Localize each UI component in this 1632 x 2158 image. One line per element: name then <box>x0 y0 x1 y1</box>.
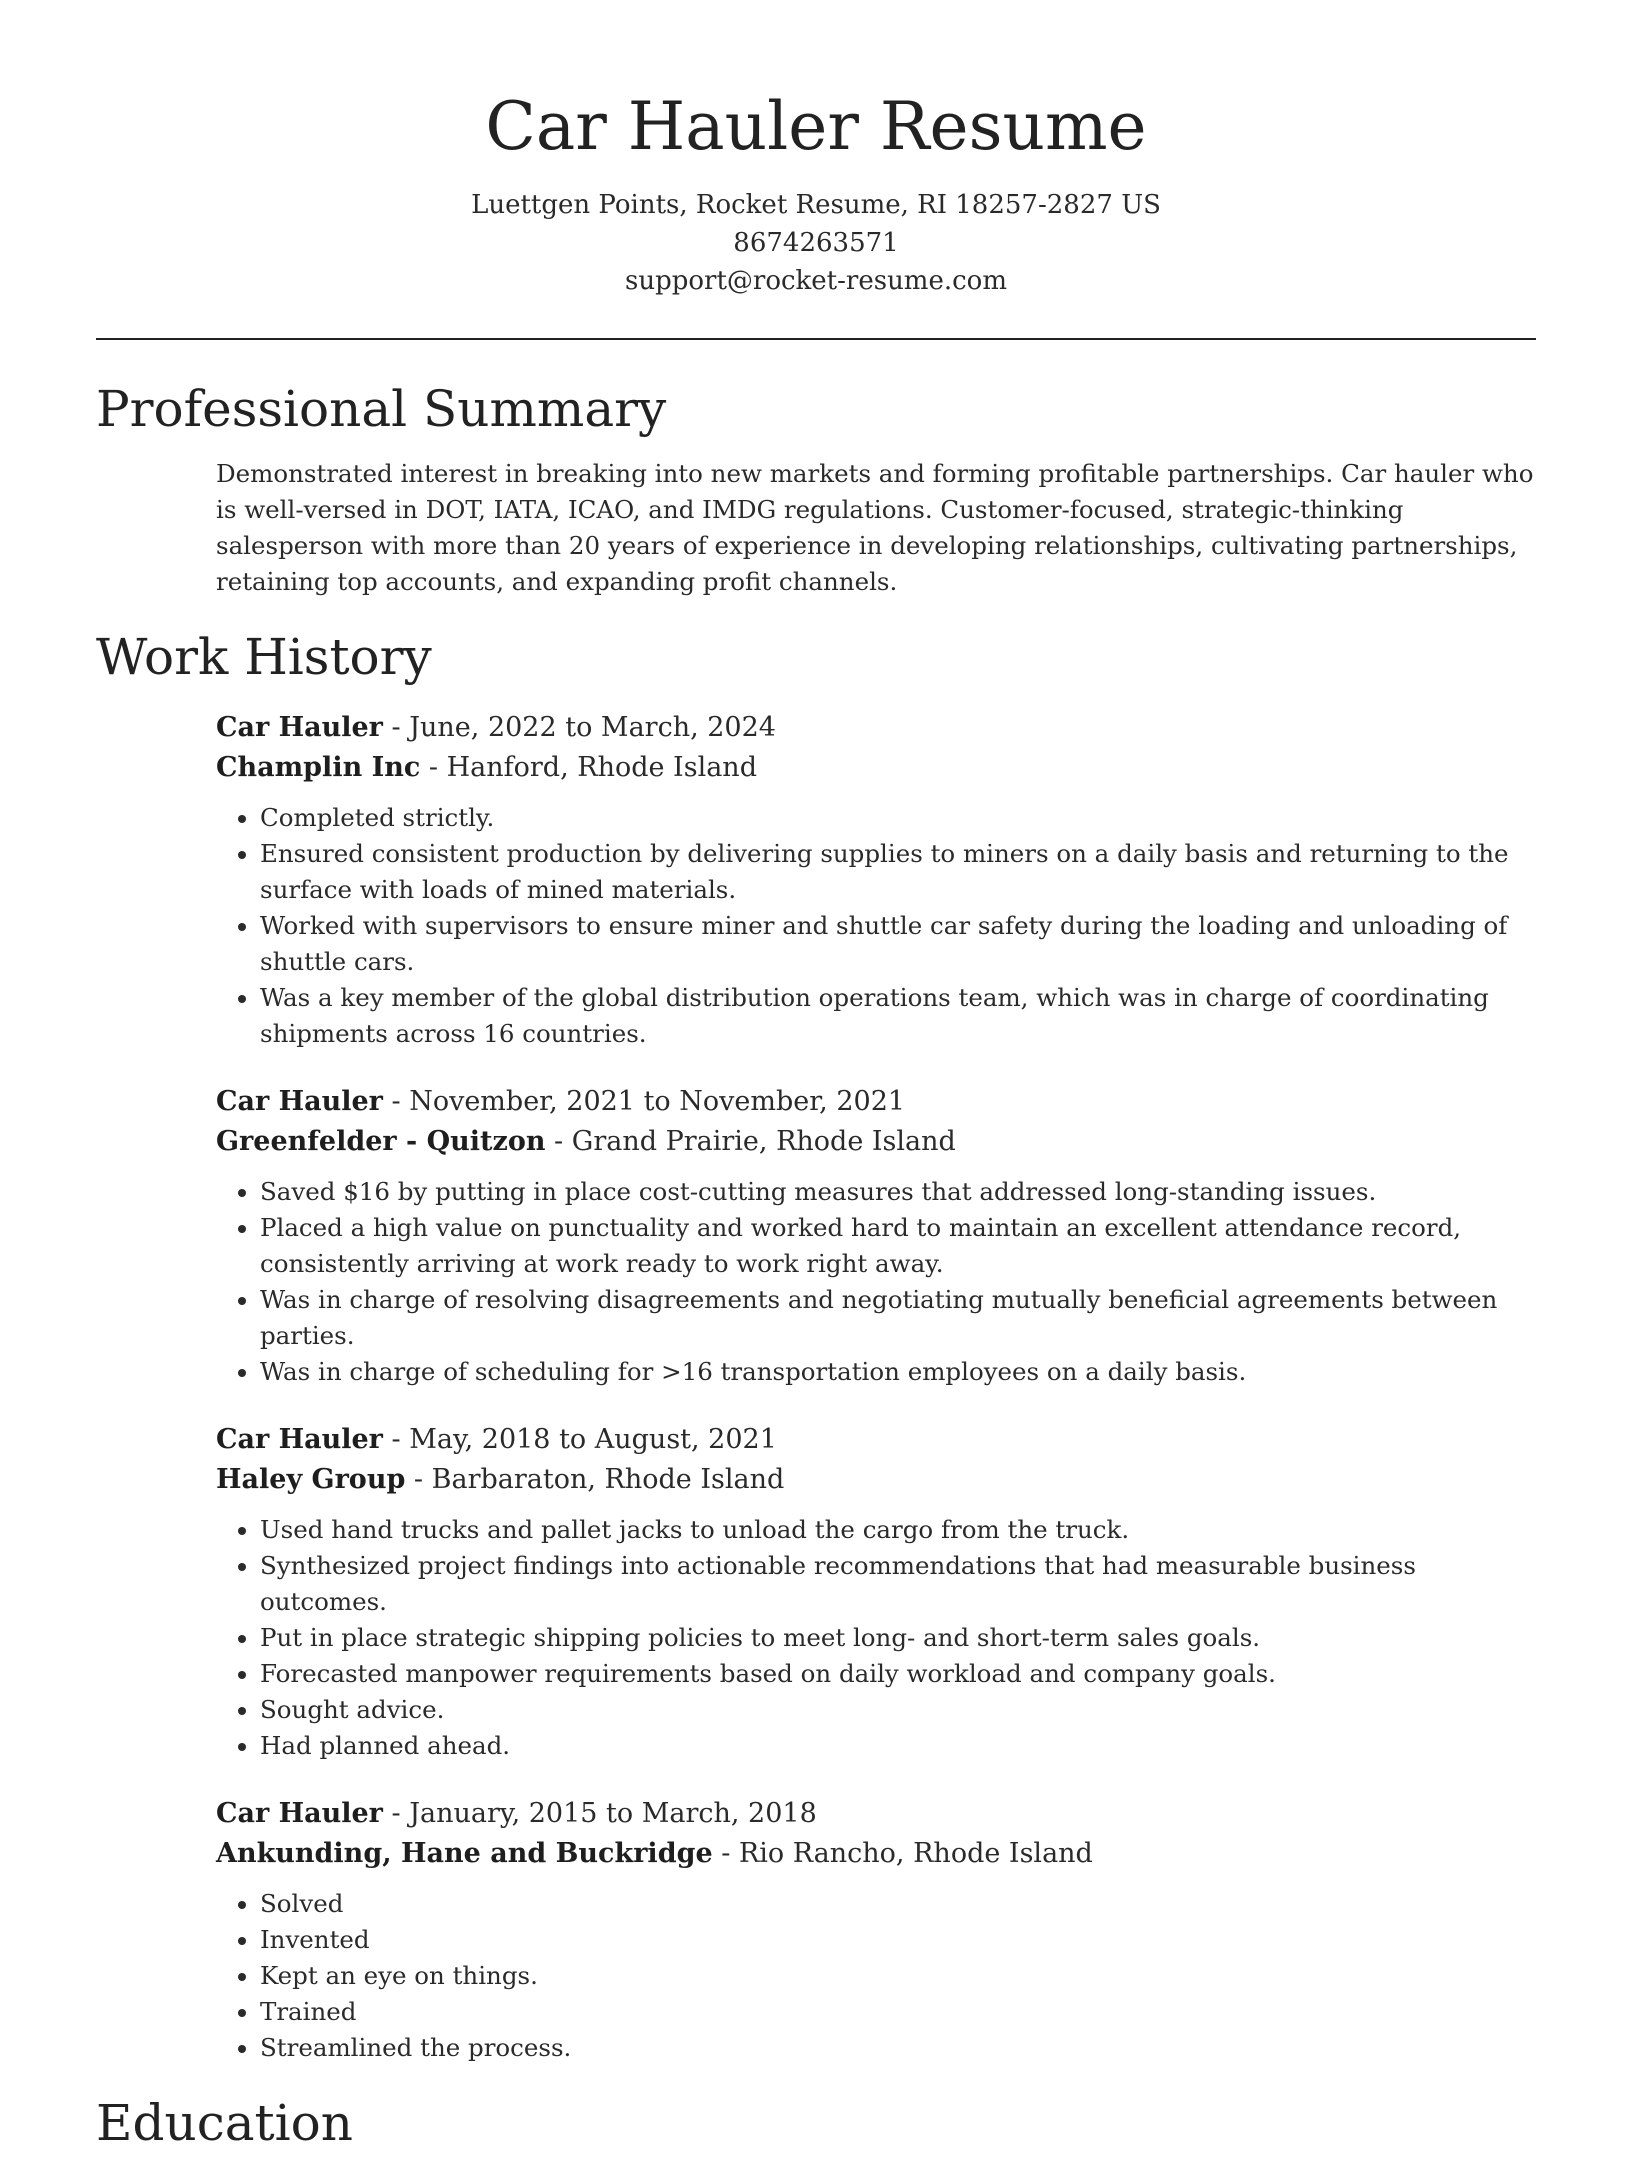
contact-email: support@rocket-resume.com <box>624 266 1007 296</box>
job-title-line <box>216 1420 1536 1460</box>
job-company-line <box>216 1460 1536 1500</box>
job-title-line <box>216 708 1536 748</box>
job-bullet: • Completed strictly. <box>260 800 1536 836</box>
contact-address: Luettgen Points, Rocket Resume, RI 18257-2827 US <box>471 190 1161 220</box>
job-title: Car Hauler <box>216 1798 383 1829</box>
job-bullet: • Solved <box>260 1886 1536 1922</box>
job-company-line <box>216 1834 1536 1874</box>
job-dates: - January, 2015 to March, 2018 <box>382 1798 817 1829</box>
resume-title: Car Hauler Resume <box>485 88 1147 165</box>
summary-heading: Professional Summary <box>96 380 667 438</box>
job-bullet: • Put in place strategic shipping policies to meet long- and short-term sales goals. <box>260 1620 1536 1656</box>
summary-text: Demonstrated interest in breaking into new markets and forming profitable partnerships. Car hauler who is well-versed in DOT, IATA, ICAO, and IMDG regulations. Customer-focused, strategic-thinking salesperson with more than 20 years of experience in developing relationships, cultivating partnerships, retaining top accounts, and expanding profit channels. <box>216 459 1534 596</box>
job-entry <box>216 1420 1536 1764</box>
job-bullet: • Kept an eye on things. <box>260 1958 1536 1994</box>
job-bullet: • Used hand trucks and pallet jacks to unload the cargo from the truck. <box>260 1512 1536 1548</box>
job-entry <box>216 1794 1536 2066</box>
header-divider <box>96 338 1536 340</box>
job-bullet: • Placed a high value on punctuality and worked hard to maintain an excellent attendance record, consistently arriving at work ready to work right away. <box>260 1210 1536 1282</box>
job-entry <box>216 1082 1536 1390</box>
education-heading: Education <box>96 2094 353 2152</box>
job-dates: - November, 2021 to November, 2021 <box>382 1086 906 1117</box>
job-company: Ankunding, Hane and Buckridge <box>216 1838 713 1869</box>
summary-section <box>96 374 1536 600</box>
job-company-line <box>216 1122 1536 1162</box>
job-company: Greenfelder - Quitzon <box>216 1126 546 1157</box>
job-bullet: • Was in charge of resolving disagreements and negotiating mutually beneficial agreements between parties. <box>260 1282 1536 1354</box>
job-bullet: • Streamlined the process. <box>260 2030 1536 2066</box>
job-company: Haley Group <box>216 1464 406 1495</box>
job-bullets <box>216 1886 1536 2066</box>
job-title: Car Hauler <box>216 712 383 743</box>
contact-block <box>96 186 1536 300</box>
resume-page <box>96 0 1536 2158</box>
job-bullet: • Ensured consistent production by delivering supplies to miners on a daily basis and returning to the surface with loads of mined materials. <box>260 836 1536 908</box>
job-dates: - June, 2022 to March, 2024 <box>382 712 776 743</box>
job-bullet: • Forecasted manpower requirements based on daily workload and company goals. <box>260 1656 1536 1692</box>
job-title: Car Hauler <box>216 1424 383 1455</box>
work-history-heading: Work History <box>96 628 432 686</box>
job-bullet: • Invented <box>260 1922 1536 1958</box>
job-bullet: • Had planned ahead. <box>260 1728 1536 1764</box>
job-bullet: • Saved $16 by putting in place cost-cutting measures that addressed long-standing issues. <box>260 1174 1536 1210</box>
work-history-section <box>96 622 1536 2066</box>
education-section <box>96 2088 1536 2158</box>
job-location: - Barbaraton, Rhode Island <box>405 1464 785 1495</box>
job-bullet: • Was in charge of scheduling for >16 transportation employees on a daily basis. <box>260 1354 1536 1390</box>
resume-header <box>96 0 1536 300</box>
contact-phone: 8674263571 <box>733 228 899 258</box>
job-title: Car Hauler <box>216 1086 383 1117</box>
job-company-line <box>216 748 1536 788</box>
job-dates: - May, 2018 to August, 2021 <box>382 1424 777 1455</box>
job-bullets <box>216 1512 1536 1764</box>
job-bullets <box>216 1174 1536 1390</box>
job-location: - Rio Rancho, Rhode Island <box>712 1838 1093 1869</box>
job-company: Champlin Inc <box>216 752 421 783</box>
job-bullet: • Was a key member of the global distribution operations team, which was in charge of coordinating shipments across 16 countries. <box>260 980 1536 1052</box>
job-bullet: • Synthesized project findings into actionable recommendations that had measurable business outcomes. <box>260 1548 1536 1620</box>
job-title-line <box>216 1794 1536 1834</box>
job-bullet: • Worked with supervisors to ensure miner and shuttle car safety during the loading and unloading of shuttle cars. <box>260 908 1536 980</box>
job-location: - Grand Prairie, Rhode Island <box>545 1126 956 1157</box>
job-bullets <box>216 800 1536 1052</box>
job-title-line <box>216 1082 1536 1122</box>
job-entry <box>216 708 1536 1052</box>
job-bullet: • Sought advice. <box>260 1692 1536 1728</box>
job-location: - Hanford, Rhode Island <box>420 752 757 783</box>
job-bullet: • Trained <box>260 1994 1536 2030</box>
